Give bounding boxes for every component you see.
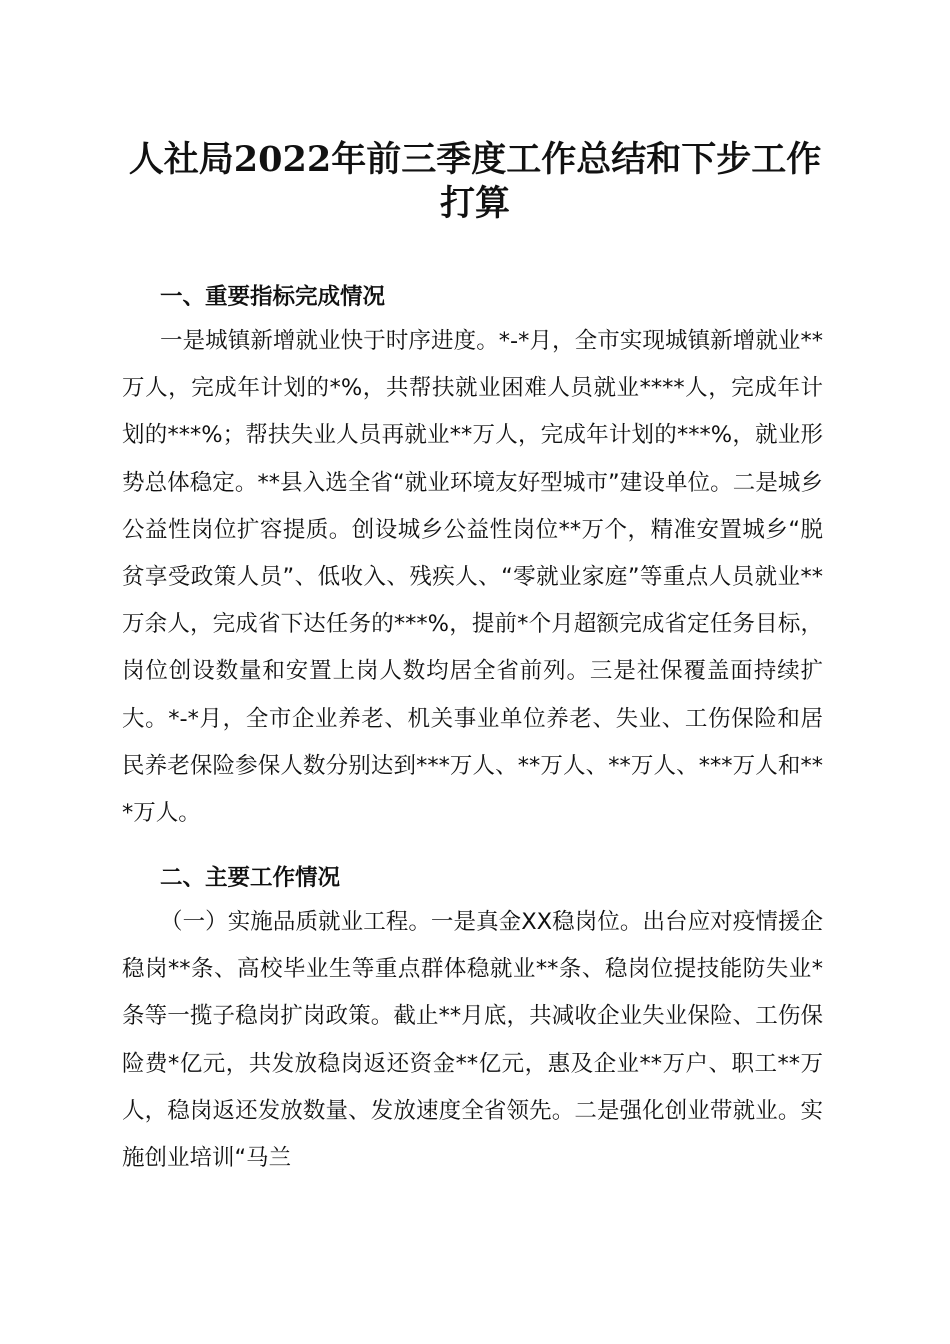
section-paragraph-main-work: （一）实施品质就业工程。一是真金XX稳岗位。出台应对疫情援企稳岗**条、高校毕业生等重点群体稳就业**条、稳岗位提技能防失业*条等一揽子稳岗扩岗政策。截止**月底，共减收企业失业保险、工伤保险费*亿元，共发放稳岗返还资金**亿元，惠及企业**万户、职工**万人，稳岗返还发放数量、发放速度全省领先。二是强化创业带就业。实施创业培训“马兰 xyxy=(122,909,823,1172)
section-paragraph-key-indicators: 一是城镇新增就业快于时序进度。*-*月，全市实现城镇新增就业**万人，完成年计划的*%，共帮扶就业困难人员就业****人，完成年计划的***%；帮扶失业人员再就业**万人，完成年计划的***%，就业形势总体稳定。**县入选全省“就业环境友好型城市”建设单位。二是城乡公益性岗位扩容提质。创设城乡公益性岗位**万个，精准安置城乡“脱贫享受政策人员”、低收入、残疾人、“零就业家庭”等重点人员就业**万余人，完成省下达任务的***%，提前*个月超额完成省定任务目标，岗位创设数量和安置上岗人数均居全省前列。三是社保覆盖面持续扩大。*-*月，全市企业养老、机关事业单位养老、失业、工伤保险和居民养老保险参保人数分别达到***万人、**万人、**万人、***万人和***万人。 xyxy=(122,328,823,827)
document-title-line-2: 打算 xyxy=(439,183,510,224)
document-title xyxy=(100,138,850,226)
document-title-line-1: 人社局2022年前三季度工作总结和下步工作 xyxy=(128,139,822,180)
section-heading-key-indicators: 一、重要指标完成情况 xyxy=(160,284,386,310)
section-heading-main-work: 二、主要工作情况 xyxy=(160,865,341,891)
